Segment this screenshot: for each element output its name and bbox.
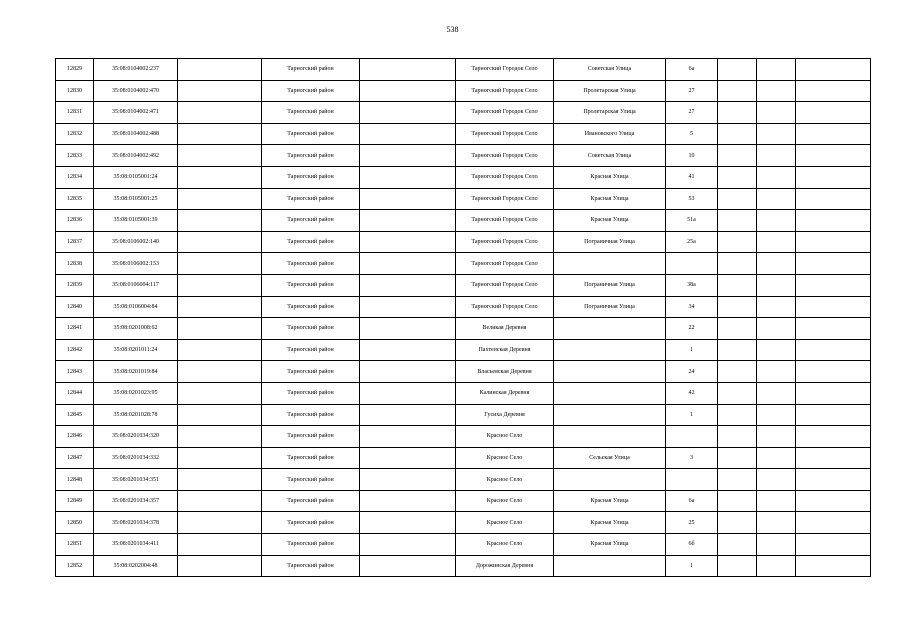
cell-house: 24 xyxy=(666,361,718,383)
cell-district: Тарногский район xyxy=(262,145,360,167)
cell-house: 22 xyxy=(666,318,718,340)
cell-cadastral-number: 35:08:0202004:48 xyxy=(94,555,178,577)
table-row xyxy=(56,512,871,534)
cell-number: 12852 xyxy=(56,555,94,577)
cell-district: Тарногский район xyxy=(262,490,360,512)
cell-number: 12839 xyxy=(56,274,94,296)
cell-number: 12842 xyxy=(56,339,94,361)
table-row xyxy=(56,59,871,81)
cell-street: Красная Улица xyxy=(554,512,666,534)
cell-empty xyxy=(718,318,757,340)
cell-empty xyxy=(796,490,871,512)
cell-district: Тарногский район xyxy=(262,231,360,253)
cell-district: Тарногский район xyxy=(262,447,360,469)
cell-empty xyxy=(796,102,871,124)
cell-empty xyxy=(718,555,757,577)
cell-empty xyxy=(718,188,757,210)
cell-district: Тарногский район xyxy=(262,274,360,296)
cell-empty xyxy=(718,339,757,361)
cell-empty xyxy=(718,166,757,188)
cell-empty xyxy=(796,382,871,404)
cell-house: 3 xyxy=(666,447,718,469)
cell-street xyxy=(554,469,666,491)
table-row xyxy=(56,490,871,512)
cell-empty xyxy=(757,318,796,340)
cell-number: 12849 xyxy=(56,490,94,512)
cell-number: 12830 xyxy=(56,80,94,102)
cell-empty xyxy=(178,123,262,145)
cell-street: Красная Улица xyxy=(554,534,666,556)
cell-locality: Тарногский Городок Село xyxy=(456,166,554,188)
cell-empty xyxy=(360,404,456,426)
cell-district: Тарногский район xyxy=(262,382,360,404)
cell-empty xyxy=(360,253,456,275)
cell-house: 42 xyxy=(666,382,718,404)
cell-district: Тарногский район xyxy=(262,534,360,556)
cell-street xyxy=(554,404,666,426)
cell-cadastral-number: 35:08:0201011:24 xyxy=(94,339,178,361)
cell-empty xyxy=(796,188,871,210)
cell-empty xyxy=(178,253,262,275)
cell-cadastral-number: 35:08:0106002:140 xyxy=(94,231,178,253)
cell-cadastral-number: 35:08:0106004:84 xyxy=(94,296,178,318)
cell-cadastral-number: 35:08:0106002:153 xyxy=(94,253,178,275)
cell-empty xyxy=(360,339,456,361)
cell-empty xyxy=(360,447,456,469)
cell-locality: Красное Село xyxy=(456,447,554,469)
cell-empty xyxy=(796,469,871,491)
cell-street: Пролетарская Улица xyxy=(554,80,666,102)
cell-empty xyxy=(178,426,262,448)
cell-empty xyxy=(360,145,456,167)
cell-district: Тарногский район xyxy=(262,339,360,361)
cell-empty xyxy=(757,210,796,232)
cell-empty xyxy=(796,555,871,577)
cell-district: Тарногский район xyxy=(262,210,360,232)
cell-empty xyxy=(757,426,796,448)
cell-empty xyxy=(718,274,757,296)
cell-empty xyxy=(178,490,262,512)
cell-cadastral-number: 35:08:0104002:237 xyxy=(94,59,178,81)
cell-empty xyxy=(757,102,796,124)
cell-house xyxy=(666,426,718,448)
cell-house: 1 xyxy=(666,404,718,426)
cell-number: 12832 xyxy=(56,123,94,145)
cell-empty xyxy=(757,123,796,145)
cell-empty xyxy=(178,210,262,232)
cell-locality: Тарногский Городок Село xyxy=(456,210,554,232)
cell-empty xyxy=(757,361,796,383)
cell-empty xyxy=(360,296,456,318)
cell-empty xyxy=(796,80,871,102)
cell-empty xyxy=(360,555,456,577)
cell-empty xyxy=(796,210,871,232)
cell-cadastral-number: 35:08:0104002:488 xyxy=(94,123,178,145)
cell-locality: Тарногский Городок Село xyxy=(456,80,554,102)
cell-empty xyxy=(796,274,871,296)
cell-street xyxy=(554,382,666,404)
cell-district: Тарногский район xyxy=(262,166,360,188)
cell-empty xyxy=(178,274,262,296)
table-row xyxy=(56,296,871,318)
cell-house: 27 xyxy=(666,80,718,102)
cell-empty xyxy=(178,404,262,426)
cell-locality: Красное Село xyxy=(456,426,554,448)
cell-house: 53 xyxy=(666,188,718,210)
cell-empty xyxy=(718,253,757,275)
cell-cadastral-number: 35:08:0201034:357 xyxy=(94,490,178,512)
cell-locality: Красное Село xyxy=(456,512,554,534)
cell-district: Тарногский район xyxy=(262,188,360,210)
cell-empty xyxy=(718,102,757,124)
cell-street: Пограничная Улица xyxy=(554,231,666,253)
cell-empty xyxy=(718,426,757,448)
cell-empty xyxy=(757,59,796,81)
cell-locality: Тарногский Городок Село xyxy=(456,253,554,275)
table-row xyxy=(56,382,871,404)
table-row xyxy=(56,231,871,253)
cell-street: Красная Улица xyxy=(554,490,666,512)
cell-street xyxy=(554,361,666,383)
cell-house: 34 xyxy=(666,296,718,318)
cell-locality: Красное Село xyxy=(456,469,554,491)
cell-empty xyxy=(178,469,262,491)
cell-street: Пограничная Улица xyxy=(554,296,666,318)
cell-empty xyxy=(796,404,871,426)
cell-cadastral-number: 35:08:0201034:378 xyxy=(94,512,178,534)
cell-locality: Калинская Деревня xyxy=(456,382,554,404)
table-row xyxy=(56,253,871,275)
cell-locality: Красное Село xyxy=(456,534,554,556)
cell-cadastral-number: 35:08:0105001:25 xyxy=(94,188,178,210)
table-row xyxy=(56,469,871,491)
cell-empty xyxy=(796,512,871,534)
cell-empty xyxy=(796,166,871,188)
cell-empty xyxy=(360,166,456,188)
cell-cadastral-number: 35:08:0104002:492 xyxy=(94,145,178,167)
cell-district: Тарногский район xyxy=(262,102,360,124)
cell-empty xyxy=(360,490,456,512)
cell-empty xyxy=(178,555,262,577)
cell-empty xyxy=(718,123,757,145)
table-row xyxy=(56,210,871,232)
cell-street xyxy=(554,555,666,577)
cell-number: 12838 xyxy=(56,253,94,275)
cell-house: 6а xyxy=(666,490,718,512)
cell-empty xyxy=(718,145,757,167)
cell-empty xyxy=(360,534,456,556)
cell-cadastral-number: 35:08:0201019:84 xyxy=(94,361,178,383)
cell-locality: Великая Деревня xyxy=(456,318,554,340)
cell-locality: Дорожинская Деревня xyxy=(456,555,554,577)
cell-cadastral-number: 35:08:0201034:351 xyxy=(94,469,178,491)
cell-empty xyxy=(178,188,262,210)
cell-district: Тарногский район xyxy=(262,512,360,534)
cell-empty xyxy=(178,166,262,188)
cell-empty xyxy=(796,447,871,469)
cell-empty xyxy=(757,339,796,361)
cell-cadastral-number: 35:08:0201034:411 xyxy=(94,534,178,556)
cell-house: 51а xyxy=(666,210,718,232)
cell-cadastral-number: 35:08:0201008:62 xyxy=(94,318,178,340)
cell-empty xyxy=(796,59,871,81)
cell-street: Красная Улица xyxy=(554,210,666,232)
cell-empty xyxy=(360,231,456,253)
cell-empty xyxy=(757,512,796,534)
cell-locality: Тарногский Городок Село xyxy=(456,188,554,210)
cell-number: 12829 xyxy=(56,59,94,81)
cell-empty xyxy=(178,534,262,556)
cell-locality: Тарногский Городок Село xyxy=(456,59,554,81)
cell-empty xyxy=(178,318,262,340)
table-row xyxy=(56,274,871,296)
cell-empty xyxy=(178,59,262,81)
cell-empty xyxy=(178,382,262,404)
cell-empty xyxy=(718,80,757,102)
table-row xyxy=(56,318,871,340)
table-row xyxy=(56,123,871,145)
cell-house: 6а xyxy=(666,59,718,81)
cell-locality: Тарногский Городок Село xyxy=(456,145,554,167)
cell-locality: Тарногский Городок Село xyxy=(456,274,554,296)
cell-empty xyxy=(360,274,456,296)
cell-empty xyxy=(757,382,796,404)
cell-house: 38а xyxy=(666,274,718,296)
cell-empty xyxy=(718,404,757,426)
cell-locality: Пахтенская Деревня xyxy=(456,339,554,361)
cell-number: 12848 xyxy=(56,469,94,491)
registry-table xyxy=(55,58,871,577)
cell-cadastral-number: 35:08:0201034:320 xyxy=(94,426,178,448)
cell-empty xyxy=(796,426,871,448)
cell-house: 5 xyxy=(666,123,718,145)
cell-house: 25а xyxy=(666,231,718,253)
cell-district: Тарногский район xyxy=(262,469,360,491)
cell-empty xyxy=(718,469,757,491)
cell-street xyxy=(554,318,666,340)
cell-cadastral-number: 35:08:0105001:24 xyxy=(94,166,178,188)
cell-number: 12840 xyxy=(56,296,94,318)
cell-street: Советская Улица xyxy=(554,59,666,81)
cell-number: 12836 xyxy=(56,210,94,232)
cell-district: Тарногский район xyxy=(262,80,360,102)
cell-empty xyxy=(360,382,456,404)
cell-empty xyxy=(360,426,456,448)
cell-empty xyxy=(757,555,796,577)
table-row xyxy=(56,534,871,556)
cell-number: 12841 xyxy=(56,318,94,340)
cell-house: 41 xyxy=(666,166,718,188)
cell-empty xyxy=(360,188,456,210)
cell-empty xyxy=(718,534,757,556)
cell-empty xyxy=(360,210,456,232)
cell-cadastral-number: 35:08:0201034:332 xyxy=(94,447,178,469)
cell-empty xyxy=(360,123,456,145)
cell-empty xyxy=(360,80,456,102)
table-row xyxy=(56,80,871,102)
table-row xyxy=(56,426,871,448)
cell-street xyxy=(554,339,666,361)
cell-street xyxy=(554,253,666,275)
cell-street: Красная Улица xyxy=(554,188,666,210)
cell-empty xyxy=(796,123,871,145)
table-row xyxy=(56,339,871,361)
cell-district: Тарногский район xyxy=(262,296,360,318)
cell-house: 10 xyxy=(666,145,718,167)
cell-empty xyxy=(796,231,871,253)
cell-cadastral-number: 35:08:0104002:470 xyxy=(94,80,178,102)
cell-empty xyxy=(178,102,262,124)
cell-empty xyxy=(757,188,796,210)
cell-locality: Тарногский Городок Село xyxy=(456,231,554,253)
cell-street: Советская Улица xyxy=(554,145,666,167)
cell-empty xyxy=(178,361,262,383)
cell-number: 12837 xyxy=(56,231,94,253)
cell-empty xyxy=(360,318,456,340)
cell-empty xyxy=(757,296,796,318)
cell-empty xyxy=(796,339,871,361)
cell-district: Тарногский район xyxy=(262,426,360,448)
cell-number: 12843 xyxy=(56,361,94,383)
cell-empty xyxy=(178,512,262,534)
cell-number: 12846 xyxy=(56,426,94,448)
cell-house: 25 xyxy=(666,512,718,534)
cell-empty xyxy=(718,296,757,318)
cell-district: Тарногский район xyxy=(262,123,360,145)
cell-empty xyxy=(360,469,456,491)
cell-district: Тарногский район xyxy=(262,318,360,340)
cell-empty xyxy=(718,382,757,404)
cell-empty xyxy=(757,145,796,167)
table-row xyxy=(56,555,871,577)
cell-empty xyxy=(796,318,871,340)
cell-empty xyxy=(757,231,796,253)
cell-empty xyxy=(757,274,796,296)
cell-district: Тарногский район xyxy=(262,253,360,275)
cell-locality: Гусиха Деревня xyxy=(456,404,554,426)
cell-empty xyxy=(796,296,871,318)
table-row xyxy=(56,447,871,469)
cell-cadastral-number: 35:08:0201028:78 xyxy=(94,404,178,426)
table-row xyxy=(56,361,871,383)
cell-empty xyxy=(360,512,456,534)
cell-empty xyxy=(360,361,456,383)
cell-empty xyxy=(360,59,456,81)
cell-street: Сельская Улица xyxy=(554,447,666,469)
cell-empty xyxy=(718,361,757,383)
cell-empty xyxy=(178,231,262,253)
cell-cadastral-number: 35:08:0201023:95 xyxy=(94,382,178,404)
cell-empty xyxy=(360,102,456,124)
cell-street: Ивановского Улица xyxy=(554,123,666,145)
page-number: 538 xyxy=(446,25,459,34)
cell-empty xyxy=(796,145,871,167)
cell-locality: Тарногский Городок Село xyxy=(456,296,554,318)
cell-cadastral-number: 35:08:0105001:39 xyxy=(94,210,178,232)
cell-empty xyxy=(796,361,871,383)
cell-empty xyxy=(178,447,262,469)
cell-district: Тарногский район xyxy=(262,404,360,426)
registry-body xyxy=(56,59,871,577)
cell-district: Тарногский район xyxy=(262,555,360,577)
cell-district: Тарногский район xyxy=(262,361,360,383)
cell-empty xyxy=(757,166,796,188)
cell-empty xyxy=(178,145,262,167)
cell-empty xyxy=(718,210,757,232)
cell-house xyxy=(666,253,718,275)
cell-number: 12851 xyxy=(56,534,94,556)
cell-empty xyxy=(178,339,262,361)
cell-street xyxy=(554,426,666,448)
cell-empty xyxy=(718,512,757,534)
cell-locality: Тарногский Городок Село xyxy=(456,102,554,124)
table-row xyxy=(56,166,871,188)
table-row xyxy=(56,404,871,426)
cell-empty xyxy=(757,490,796,512)
cell-empty xyxy=(178,80,262,102)
cell-empty xyxy=(757,404,796,426)
cell-street: Красная Улица xyxy=(554,166,666,188)
cell-locality: Тарногский Городок Село xyxy=(456,123,554,145)
table-row xyxy=(56,102,871,124)
cell-empty xyxy=(718,231,757,253)
cell-locality: Красное Село xyxy=(456,490,554,512)
cell-locality: Власьевская Деревня xyxy=(456,361,554,383)
cell-number: 12831 xyxy=(56,102,94,124)
cell-empty xyxy=(796,253,871,275)
cell-empty xyxy=(757,534,796,556)
cell-number: 12834 xyxy=(56,166,94,188)
cell-house: 27 xyxy=(666,102,718,124)
cell-empty xyxy=(178,296,262,318)
cell-number: 12844 xyxy=(56,382,94,404)
cell-cadastral-number: 35:08:0104002:471 xyxy=(94,102,178,124)
table-row xyxy=(56,188,871,210)
cell-empty xyxy=(757,80,796,102)
cell-number: 12835 xyxy=(56,188,94,210)
cell-district: Тарногский район xyxy=(262,59,360,81)
cell-house: 1 xyxy=(666,339,718,361)
cell-empty xyxy=(757,253,796,275)
cell-empty xyxy=(718,490,757,512)
cell-empty xyxy=(757,469,796,491)
cell-house: 6б xyxy=(666,534,718,556)
cell-empty xyxy=(757,447,796,469)
cell-number: 12847 xyxy=(56,447,94,469)
cell-street: Пролетарская Улица xyxy=(554,102,666,124)
cell-number: 12850 xyxy=(56,512,94,534)
cell-empty xyxy=(718,59,757,81)
cell-empty xyxy=(796,534,871,556)
cell-number: 12845 xyxy=(56,404,94,426)
cell-house: 1 xyxy=(666,555,718,577)
cell-number: 12833 xyxy=(56,145,94,167)
cell-street: Пограничная Улица xyxy=(554,274,666,296)
cell-empty xyxy=(718,447,757,469)
table-row xyxy=(56,145,871,167)
cell-house xyxy=(666,469,718,491)
cell-cadastral-number: 35:08:0106004:117 xyxy=(94,274,178,296)
